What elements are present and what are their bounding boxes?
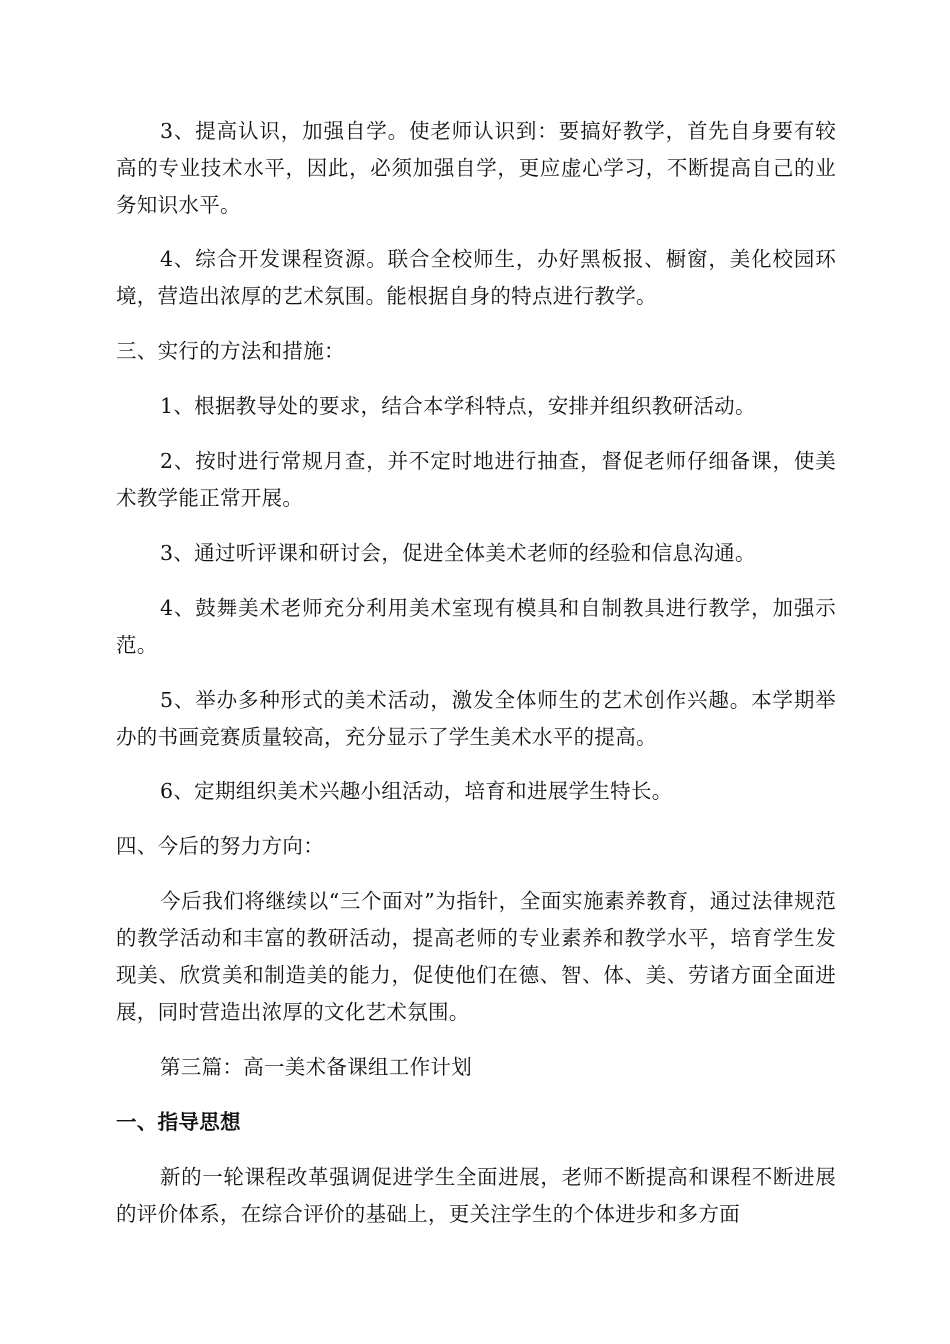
measure-item-3: 3、通过听评课和研讨会，促进全体美术老师的经验和信息沟通。 [160, 541, 756, 565]
paragraph-item-3: 3、提高认识，加强自学。使老师认识到：要搞好教学，首先自身要有较高的专业技术水平，因此，必须加强自学，更应虚心学习，不断提高自己的业务知识水平。 [116, 119, 836, 217]
section-heading-4: 四、今后的努力方向： [116, 834, 324, 858]
third-article-title: 第三篇：高一美术备课组工作计划 [160, 1055, 472, 1079]
guiding-ideology-paragraph: 新的一轮课程改革强调促进学生全面进展，老师不断提高和课程不断进展的评价体系，在综合评价的基础上，更关注学生的个体进步和多方面 [116, 1165, 836, 1226]
measure-item-5: 5、举办多种形式的美术活动，激发全体师生的艺术创作兴趣。本学期举办的书画竞赛质量较高，充分显示了学生美术水平的提高。 [116, 688, 836, 749]
section-heading-3: 三、实行的方法和措施： [116, 339, 345, 363]
measure-item-4: 4、鼓舞美术老师充分利用美术室现有模具和自制教具进行教学，加强示范。 [116, 596, 836, 657]
future-direction-paragraph: 今后我们将继续以“三个面对”为指针，全面实施素养教育，通过法律规范的教学活动和丰富的教研活动，提高老师的专业素养和教学水平，培育学生发现美、欣赏美和制造美的能力，促使他们在德、智、体、美、劳诸方面全面进展，同时营造出浓厚的文化艺术氛围。 [116, 889, 836, 1024]
measure-item-1: 1、根据教导处的要求，结合本学科特点，安排并组织教研活动。 [160, 394, 756, 418]
paragraph-item-4: 4、综合开发课程资源。联合全校师生，办好黑板报、橱窗，美化校园环境，营造出浓厚的艺术氛围。能根据自身的特点进行教学。 [116, 247, 836, 308]
measure-item-2: 2、按时进行常规月查，并不定时地进行抽查，督促老师仔细备课，使美术教学能正常开展。 [116, 449, 836, 510]
guiding-ideology-heading: 一、指导思想 [116, 1110, 241, 1134]
measure-item-6: 6、定期组织美术兴趣小组活动，培育和进展学生特长。 [160, 779, 673, 803]
